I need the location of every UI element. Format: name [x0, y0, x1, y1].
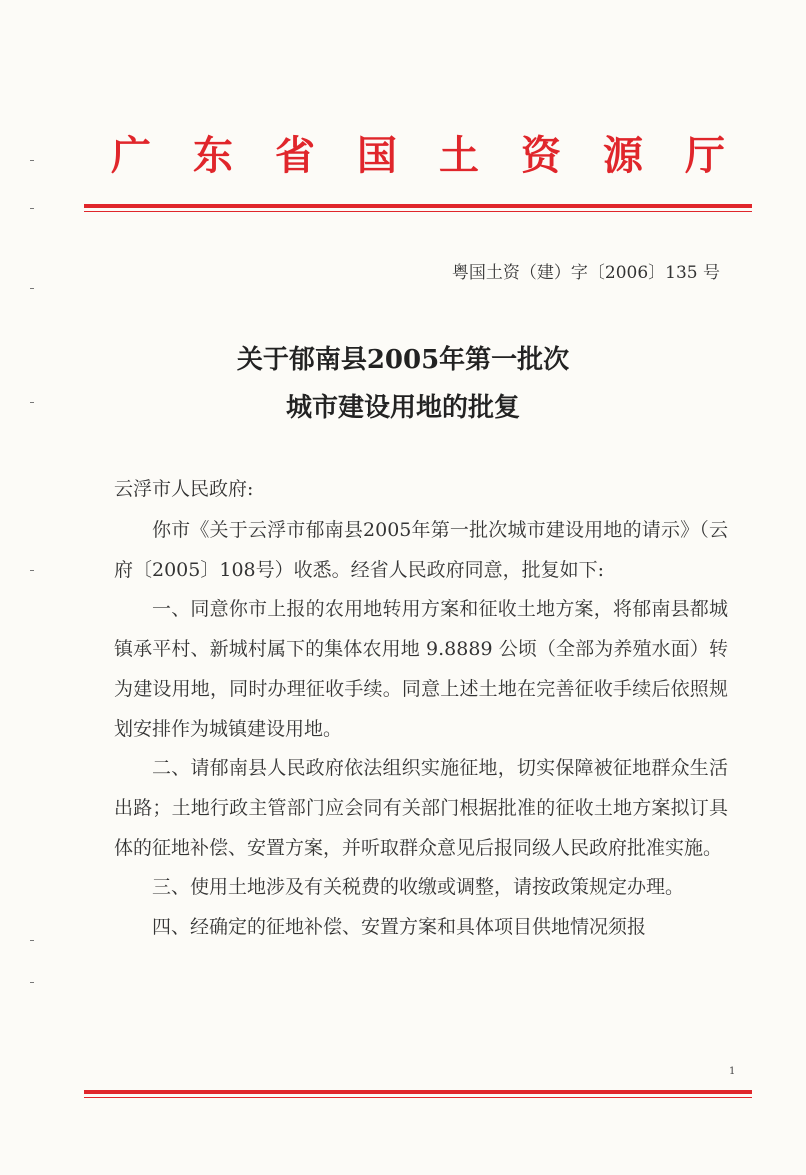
title-line-1: 关于郁南县2005年第一批次: [236, 345, 570, 375]
agency-char: 厅: [685, 132, 725, 179]
body-paragraph: 二、请郁南县人民政府依法组织实施征地，切实保障被征地群众生活出路；土地行政主管部门应会同有关部门根据批准的征收土地方案拟订具体的征地补偿、安置方案，并听取群众意见后报同级人民政府批准实施。: [114, 757, 728, 859]
margin-mark: [30, 940, 34, 941]
body-paragraph: 你市《关于云浮市郁南县2005年第一批次城市建设用地的请示》（云府〔2005〕108号）收悉。经省人民政府同意，批复如下:: [114, 519, 728, 581]
agency-char: 资: [521, 132, 561, 179]
addressee: 云浮市人民政府:: [114, 478, 254, 500]
header-divider: [84, 204, 752, 212]
agency-char: 土: [439, 132, 479, 179]
footer-divider: [84, 1090, 752, 1098]
agency-header: [108, 124, 728, 181]
divider-thick-line: [84, 204, 752, 208]
agency-char: 省: [275, 132, 315, 179]
margin-mark: [30, 288, 34, 289]
agency-char: 源: [603, 132, 643, 179]
body-paragraph: 三、使用土地涉及有关税费的收缴或调整，请按政策规定办理。: [152, 876, 685, 899]
margin-mark: [30, 402, 34, 403]
body-paragraph: 四、经确定的征地补偿、安置方案和具体项目供地情况须报: [152, 916, 647, 939]
title-line-2: 城市建设用地的批复: [285, 393, 520, 423]
document-number: 粤国土资（建）字〔2006〕135 号: [451, 263, 720, 283]
document-title: [0, 336, 806, 432]
agency-char: 东: [193, 132, 233, 179]
document-body: [114, 511, 728, 948]
body-paragraph: 一、同意你市上报的农用地转用方案和征收土地方案，将郁南县都城镇承平村、新城村属下的集体农用地 9.8889 公顷（全部为养殖水面）转为建设用地，同时办理征收手续。同意上述土地在完善征收手续后依照规划安排作为城镇建设用地。: [114, 598, 728, 740]
page-number: 1: [729, 1066, 736, 1077]
divider-thin-line: [84, 211, 752, 212]
margin-mark: [30, 208, 34, 209]
agency-char: 广: [111, 132, 151, 179]
margin-mark: [30, 160, 34, 161]
divider-thin-line: [84, 1097, 752, 1098]
agency-char: 国: [357, 132, 397, 179]
margin-mark: [30, 570, 34, 571]
divider-thick-line: [84, 1090, 752, 1094]
margin-mark: [30, 982, 34, 983]
